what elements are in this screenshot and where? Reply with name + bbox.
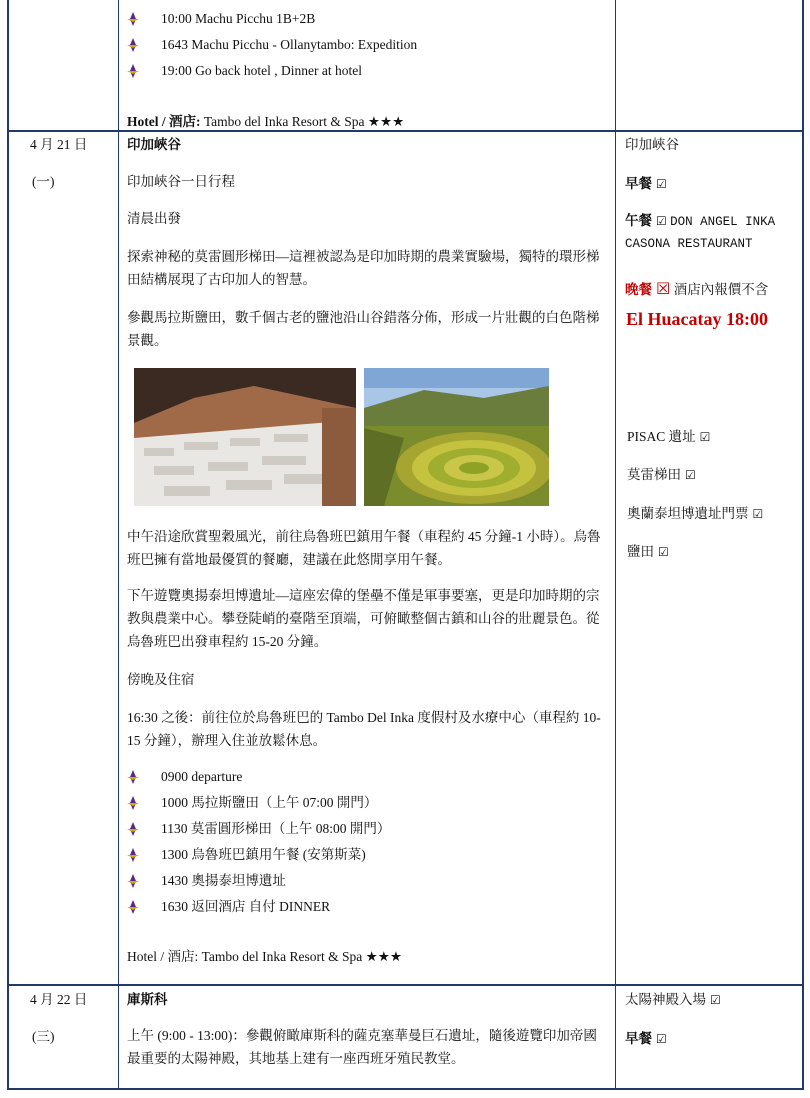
schedule-item: 1300 烏魯班巴鎮用午餐 (安第斯菜) (161, 847, 366, 862)
dinner-note: 酒店內報價不含 (673, 282, 769, 297)
schedule-item: 19:00 Go back hotel , Dinner at hotel (161, 63, 362, 78)
breakfast-label: 早餐 (625, 1031, 652, 1046)
paragraph: 16:30 之後：前往位於烏魯班巴的 Tambo Del Inka 度假村及水療中心（車程約 10-15 分鐘），辦理入住並放鬆休息。 (127, 710, 601, 748)
day-title: 庫斯科 (127, 992, 168, 1007)
cross-icon: ☒ (656, 279, 671, 298)
schedule-item: 1130 莫雷圓形梯田（上午 08:00 開門） (161, 821, 391, 836)
ticket-label: 鹽田 (627, 544, 654, 559)
date-apr22: 4 月 22 日 (30, 992, 88, 1007)
maras-salt-pans-photo (134, 368, 356, 506)
paragraph: 上午 (9:00 - 13:00)：參觀俯瞰庫斯科的薩克塞華曼巨石遺址，隨後遊覽印加帝國最重要的太陽神殿，其地基上建有一座西班牙殖民教堂。 (127, 1028, 597, 1066)
dinner-line (625, 280, 768, 299)
ticket-line (627, 543, 669, 561)
ticket-label: PISAC 遺址 (627, 429, 696, 444)
paragraph: 傍晚及住宿 (127, 672, 195, 687)
bullet-icon (127, 38, 139, 52)
side-title: 印加峽谷 (625, 137, 679, 152)
lunch-line (625, 212, 775, 231)
ticket-line (627, 466, 696, 484)
hotel-line: Hotel / 酒店: Tambo del Inka Resort & Spa ★★★ (127, 949, 402, 964)
check-icon: ☑ (656, 1032, 667, 1046)
dinner-label: 晚餐 (625, 282, 652, 297)
bullet-icon (127, 770, 139, 784)
ticket-line (627, 505, 763, 523)
lunch-restaurant: DON ANGEL INKA (670, 215, 776, 229)
check-icon: ☑ (752, 507, 764, 521)
breakfast-line (625, 175, 667, 193)
paragraph: 印加峽谷一日行程 (127, 174, 235, 189)
bullet-icon (127, 12, 139, 26)
column-divider-date (118, 0, 119, 1088)
lunch-label: 午餐 (625, 213, 652, 228)
paragraph: 清晨出發 (127, 211, 181, 226)
weekday-apr21: (一) (32, 174, 55, 189)
day-title: 印加峽谷 (127, 137, 181, 152)
check-icon: ☑ (658, 545, 669, 559)
breakfast-line (625, 1030, 667, 1048)
paragraph: 參觀馬拉斯鹽田，數千個古老的鹽池沿山谷錯落分佈，形成一片壯觀的白色階梯景觀。 (127, 310, 600, 348)
paragraph: 探索神秘的莫雷圓形梯田—這裡被認為是印加時期的農業實驗場，獨特的環形梯田結構展現了古印加人的智慧。 (127, 249, 600, 287)
check-icon: ☑ (699, 430, 711, 444)
paragraph: 中午沿途欣賞聖穀風光，前往烏魯班巴鎮用午餐（車程約 45 分鐘-1 小時）。烏魯班巴擁有當地最優質的餐廳，建議在此悠閒享用午餐。 (127, 529, 601, 567)
bullet-icon (127, 900, 139, 914)
schedule-item: 0900 departure (161, 769, 243, 784)
bullet-icon (127, 64, 139, 78)
bullet-icon (127, 848, 139, 862)
moray-terraces-photo (364, 368, 549, 506)
check-icon: ☑ (685, 468, 696, 482)
lunch-restaurant-line2: CASONA RESTAURANT (625, 237, 753, 251)
bullet-icon (127, 822, 139, 836)
sun-temple-label: 太陽神殿入場 (625, 992, 706, 1007)
row-divider-2 (7, 984, 804, 986)
schedule-item: 1630 返回酒店 自付 DINNER (161, 899, 331, 914)
hotel-name: Tambo del Inka Resort & Spa ★★★ (203, 114, 405, 129)
ticket-line (627, 428, 710, 446)
schedule-item: 1430 奧揚泰坦博遺址 (161, 873, 286, 888)
schedule-item: 10:00 Machu Picchu 1B+2B (161, 11, 316, 26)
column-divider-notes (615, 0, 616, 1088)
bullet-icon (127, 874, 139, 888)
hotel-label: Hotel / 酒店: (127, 114, 201, 129)
dinner-restaurant: El Huacatay 18:00 (626, 309, 768, 329)
check-icon: ☑ (710, 993, 721, 1007)
ticket-label: 莫雷梯田 (627, 467, 681, 482)
ticket-line (625, 991, 721, 1009)
hotel-line (127, 113, 404, 131)
schedule-item: 1000 馬拉斯鹽田（上午 07:00 開門） (161, 795, 378, 810)
breakfast-label: 早餐 (625, 176, 652, 191)
schedule-item: 1643 Machu Picchu - Ollanytambo: Expedition (161, 37, 418, 52)
bullet-icon (127, 796, 139, 810)
weekday-apr22: (三) (32, 1029, 55, 1044)
ticket-label: 奧蘭泰坦博遺址門票 (627, 506, 749, 521)
paragraph: 下午遊覽奧揚泰坦博遺址—這座宏偉的堡壘不僅是軍事要塞，更是印加時期的宗教與農業中心。攀登陡峭的臺階至頂端，可俯瞰整個古鎮和山谷的壯麗景色。從烏魯班巴出發車程約 15-20 分鐘。 (127, 588, 600, 649)
date-apr21: 4 月 21 日 (30, 137, 88, 152)
check-icon: ☑ (656, 177, 667, 191)
check-icon: ☑ (656, 214, 667, 228)
